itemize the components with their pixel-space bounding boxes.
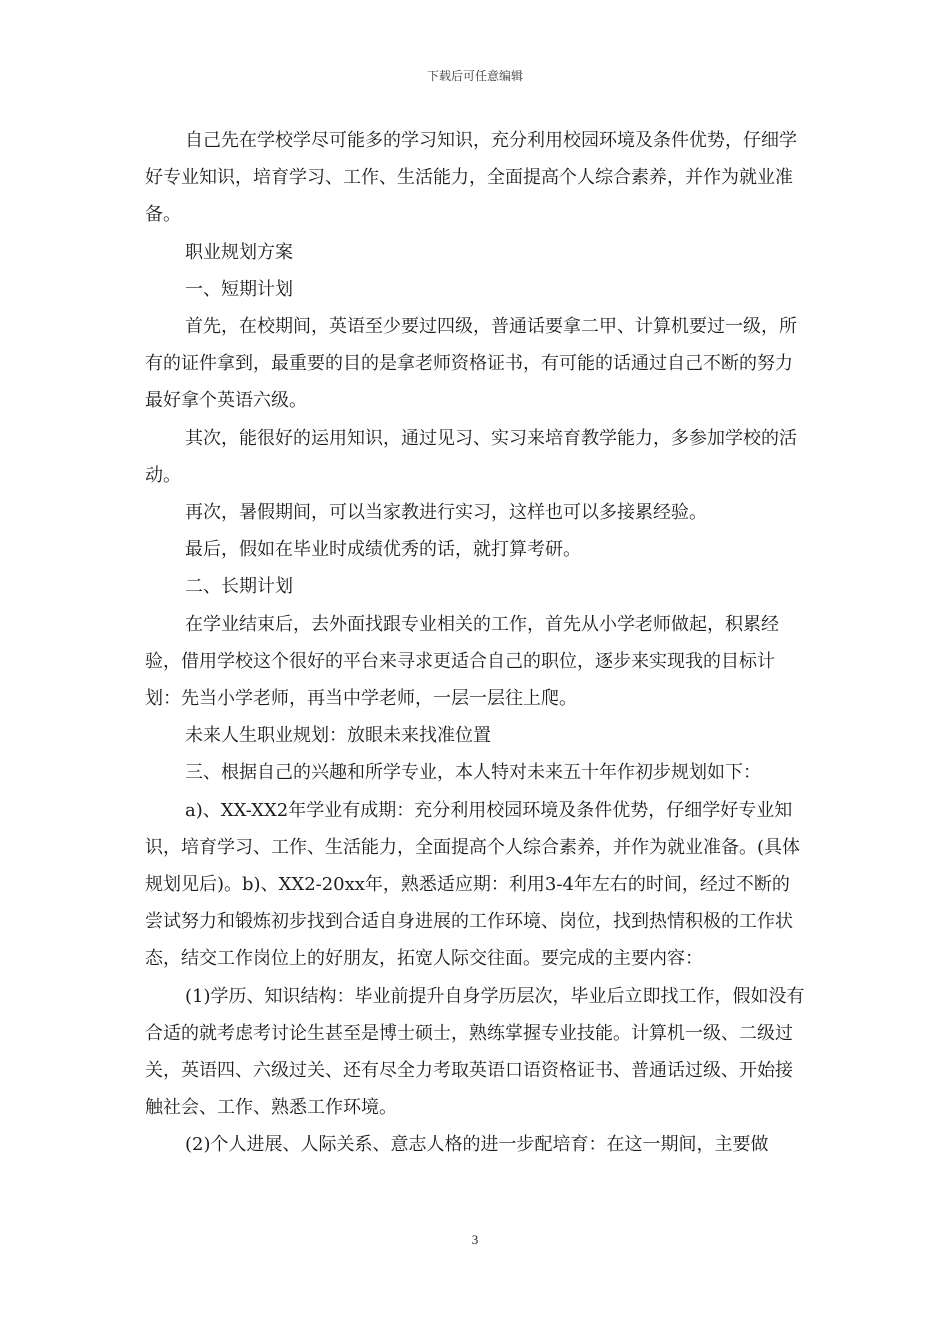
paragraph-second: 其次，能很好的运用知识，通过见习、实习来培育教学能力，多参加学校的活动。: [145, 427, 797, 486]
paragraph-last: 最后，假如在毕业时成绩优秀的话，就打算考研。: [185, 539, 581, 561]
paragraph-1: 自己先在学校学尽可能多的学习知识，充分利用校园环境及条件优势，仔细学好专业知识，培育学习、工作、生活能力，全面提高个人综合素养，并作为就业准备。: [145, 130, 797, 226]
section-heading-short-term: 一、短期计划: [185, 278, 293, 300]
document-body: [145, 122, 807, 1164]
paragraph-stages: a)、XX-XX2年学业有成期：充分利用校园环境及条件优势，仔细学好专业知识，培育学习、工作、生活能力，全面提高个人综合素养，并作为就业准备。(具体规划见后)。b)、XX2-20xx年，熟悉适应期：利用3-4年左右的时间，经过不断的尝试努力和锻炼初步找到合适自身进展的工作环境、岗位，找到热情积极的工作状态，结交工作岗位上的好朋友，拓宽人际交往面。要完成的主要内容：: [145, 799, 801, 970]
paragraph-future-plan: 未来人生职业规划：放眼未来找准位置: [185, 725, 491, 747]
page-number: 3: [471, 1232, 479, 1247]
section-heading-long-term: 二、长期计划: [185, 576, 293, 598]
section-heading-fifty-years: 三、根据自己的兴趣和所学专业，本人特对未来五十年作初步规划如下：: [185, 762, 761, 784]
section-title-career-plan: 职业规划方案: [185, 241, 293, 263]
paragraph-third: 再次，暑假期间，可以当家教进行实习，这样也可以多接累经验。: [185, 502, 707, 524]
paragraph-personal-development: (2)个人进展、人际关系、意志人格的进一步配培育：在这一期间，主要做: [185, 1134, 769, 1156]
page-header: 下载后可任意编辑: [426, 69, 523, 83]
paragraph-education: (1)学历、知识结构：毕业前提升自身学历层次，毕业后立即找工作，假如没有合适的就考虑考讨论生甚至是博士硕士，熟练掌握专业技能。计算机一级、二级过关，英语四、六级过关、还有尽全力考取英语口语资格证书、普通话过级、开始接触社会、工作、熟悉工作环境。: [145, 985, 805, 1119]
paragraph-long-term: 在学业结束后，去外面找跟专业相关的工作，首先从小学老师做起，积累经验，借用学校这个很好的平台来寻求更适合自己的职位，逐步来实现我的目标计划：先当小学老师，再当中学老师，一层一层往上爬。: [145, 613, 779, 710]
paragraph-first: 首先，在校期间，英语至少要过四级，普通话要拿二甲、计算机要过一级，所有的证件拿到，最重要的目的是拿老师资格证书，有可能的话通过自己不断的努力最好拿个英语六级。: [145, 316, 797, 412]
